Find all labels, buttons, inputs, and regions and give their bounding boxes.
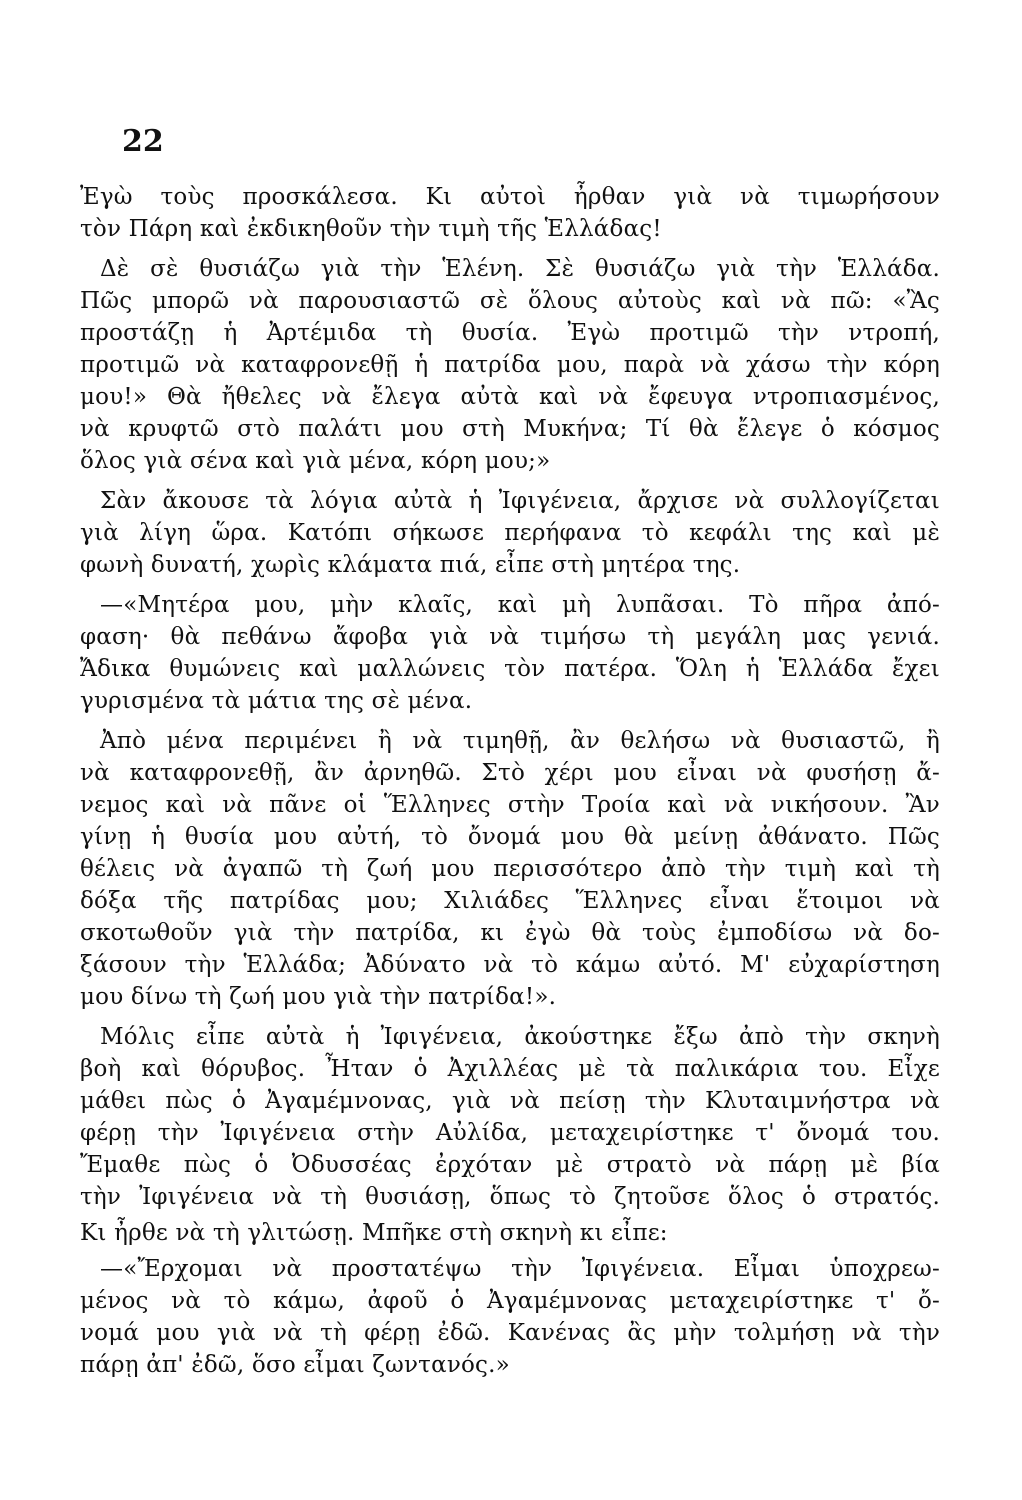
text-line: σκοτωθοῦν γιὰ τὴν πατρίδα, κι ἐγὼ θὰ τοὺς ἐμποδίσω νὰ δο- xyxy=(80,920,940,946)
text-line: μένος νὰ τὸ κάμω, ἀφοῦ ὁ Ἀγαμέμνονας μεταχειρίστηκε τ' ὄ- xyxy=(80,1288,940,1314)
text-line: νομά μου γιὰ νὰ τὴ φέρῃ ἐδῶ. Κανένας ἂς μὴν τολμήσῃ νὰ τὴν xyxy=(80,1320,940,1346)
page-number: 22 xyxy=(122,124,164,159)
text-line: φωνὴ δυνατή, χωρὶς κλάματα πιά, εἶπε στὴ μητέρα της. xyxy=(80,552,741,578)
text-line: Ἀπὸ μένα περιμένει ἢ νὰ τιμηθῇ, ἂν θελήσω νὰ θυσιαστῶ, ἢ xyxy=(100,728,940,754)
text-line: Ἐγὼ τοὺς προσκάλεσα. Κι αὐτοὶ ἦρθαν γιὰ νὰ τιμωρήσουν xyxy=(80,184,940,210)
text-line: φαση· θὰ πεθάνω ἄφοβα γιὰ νὰ τιμήσω τὴ μεγάλη μας γενιά. xyxy=(80,624,940,650)
text-line: γιὰ λίγη ὥρα. Κατόπι σήκωσε περήφανα τὸ κεφάλι της καὶ μὲ xyxy=(80,520,940,546)
text-line: μάθει πὼς ὁ Ἀγαμέμνονας, γιὰ νὰ πείσῃ τὴν Κλυταιμνήστρα νὰ xyxy=(80,1088,940,1114)
body-text xyxy=(80,180,940,1378)
text-line: Δὲ σὲ θυσιάζω γιὰ τὴν Ἑλένη. Σὲ θυσιάζω γιὰ τὴν Ἑλλάδα. xyxy=(100,256,940,282)
text-line: δόξα τῆς πατρίδας μου; Χιλιάδες Ἕλληνες εἶναι ἕτοιμοι νὰ xyxy=(80,888,940,914)
text-line: προτιμῶ νὰ καταφρονεθῇ ἡ πατρίδα μου, παρὰ νὰ χάσω τὴν κόρη xyxy=(80,352,940,378)
text-line: μου!» Θὰ ἤθελες νὰ ἔλεγα αὐτὰ καὶ νὰ ἔφευγα ντροπιασμένος, xyxy=(80,384,940,410)
text-line: Σὰν ἄκουσε τὰ λόγια αὐτὰ ἡ Ἰφιγένεια, ἄρχισε νὰ συλλογίζεται xyxy=(100,488,940,514)
text-line: νεμος καὶ νὰ πᾶνε οἱ Ἕλληνες στὴν Τροία καὶ νὰ νικήσουν. Ἂν xyxy=(80,792,940,818)
text-line: βοὴ καὶ θόρυβος. Ἦταν ὁ Ἀχιλλέας μὲ τὰ παλικάρια του. Εἶχε xyxy=(80,1056,940,1082)
text-line: γυρισμένα τὰ μάτια της σὲ μένα. xyxy=(80,688,473,714)
text-line: Μόλις εἶπε αὐτὰ ἡ Ἰφιγένεια, ἀκούστηκε ἔξω ἀπὸ τὴν σκηνὴ xyxy=(100,1024,940,1050)
text-line: φέρῃ τὴν Ἰφιγένεια στὴν Αὐλίδα, μεταχειρίστηκε τ' ὄνομά του. xyxy=(80,1120,940,1146)
text-line: Πῶς μπορῶ νὰ παρουσιαστῶ σὲ ὅλους αὐτοὺς καὶ νὰ πῶ: «Ἂς xyxy=(80,288,940,314)
text-line: Κι ἦρθε νὰ τὴ γλιτώσῃ. Μπῆκε στὴ σκηνὴ κι εἶπε: xyxy=(80,1220,668,1246)
text-line: προστάζῃ ἡ Ἀρτέμιδα τὴ θυσία. Ἐγὼ προτιμῶ τὴν ντροπή, xyxy=(80,320,940,346)
text-line: τὴν Ἰφιγένεια νὰ τὴ θυσιάσῃ, ὅπως τὸ ζητοῦσε ὅλος ὁ στρατός. xyxy=(80,1184,940,1210)
text-line: μου δίνω τὴ ζωή μου γιὰ τὴν πατρίδα!». xyxy=(80,984,557,1010)
text-line: ξάσουν τὴν Ἑλλάδα; Ἀδύνατο νὰ τὸ κάμω αὐτό. Μ' εὐχαρίστηση xyxy=(80,952,940,978)
text-line: τὸν Πάρη καὶ ἐκδικηθοῦν τὴν τιμὴ τῆς Ἑλλάδας! xyxy=(80,216,662,242)
text-line: πάρῃ ἀπ' ἐδῶ, ὅσο εἶμαι ζωντανός.» xyxy=(80,1352,510,1378)
text-line: Ἄδικα θυμώνεις καὶ μαλλώνεις τὸν πατέρα. Ὅλη ἡ Ἑλλάδα ἔχει xyxy=(80,656,940,682)
text-line: γίνῃ ἡ θυσία μου αὐτή, τὸ ὄνομά μου θὰ μείνῃ ἀθάνατο. Πῶς xyxy=(80,824,940,850)
text-line: ὅλος γιὰ σένα καὶ γιὰ μένα, κόρη μου;» xyxy=(80,448,551,474)
text-line: —«Μητέρα μου, μὴν κλαῖς, καὶ μὴ λυπᾶσαι. Τὸ πῆρα ἀπό- xyxy=(100,592,940,618)
text-line: νὰ καταφρονεθῇ, ἂν ἀρνηθῶ. Στὸ χέρι μου εἶναι νὰ φυσήσῃ ἄ- xyxy=(80,760,940,786)
text-line: —«Ἔρχομαι νὰ προστατέψω τὴν Ἰφιγένεια. Εἶμαι ὑποχρεω- xyxy=(100,1256,940,1282)
text-line: θέλεις νὰ ἀγαπῶ τὴ ζωή μου περισσότερο ἀπὸ τὴν τιμὴ καὶ τὴ xyxy=(80,856,940,882)
text-line: νὰ κρυφτῶ στὸ παλάτι μου στὴ Μυκήνα; Τί θὰ ἔλεγε ὁ κόσμος xyxy=(80,416,940,442)
text-line: Ἔμαθε πὼς ὁ Ὀδυσσέας ἐρχόταν μὲ στρατὸ νὰ πάρῃ μὲ βία xyxy=(80,1152,940,1178)
